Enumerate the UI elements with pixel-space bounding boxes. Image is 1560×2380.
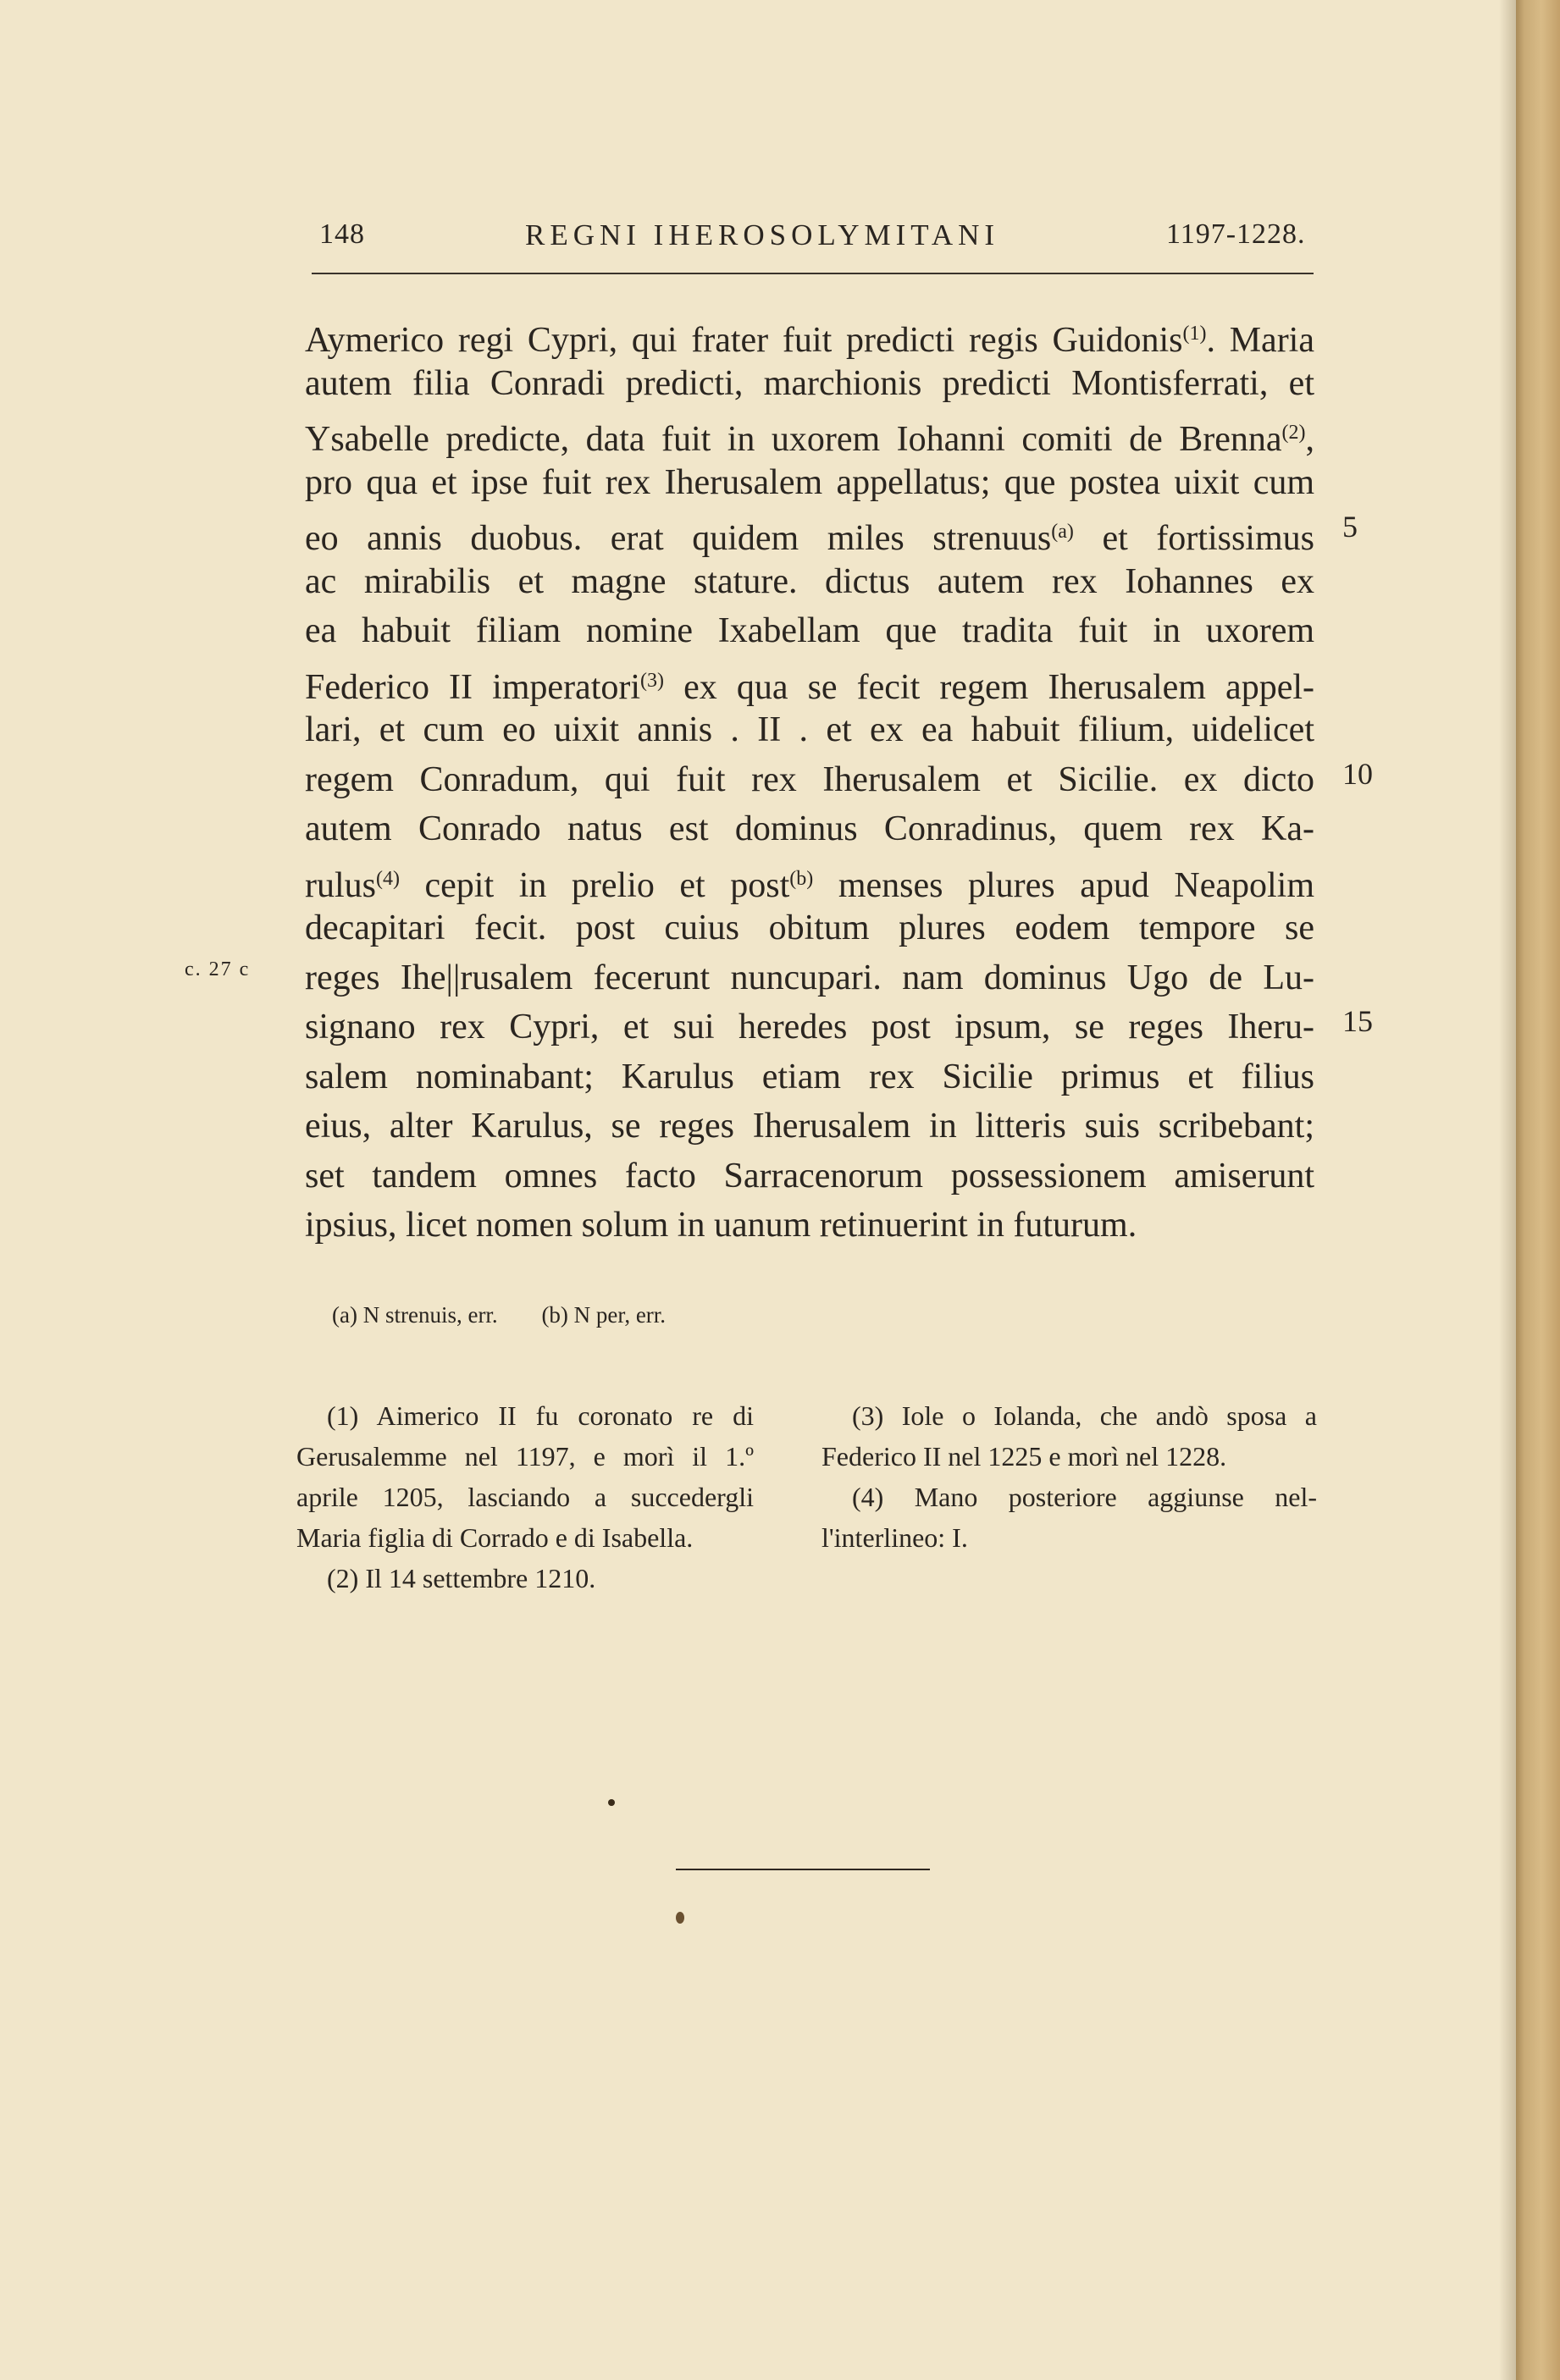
text-line (305, 408, 1314, 458)
footnote-2: (2) Il 14 settembre 1210. (327, 1563, 596, 1593)
date-range: 1197-1228. (1166, 218, 1306, 250)
line-text: eius, alter Karulus, se reges Iherusalem in litteris suis scribebant; (305, 1107, 1314, 1146)
apparatus-note-b: (b) N per, err. (541, 1302, 667, 1328)
paper-speck (676, 1912, 684, 1924)
text-line (305, 705, 1314, 755)
line-text: autem Conrado natus est dominus Conradinus, quem rex Ka- (305, 809, 1314, 848)
text-line (305, 359, 1314, 409)
text-line (305, 1052, 1314, 1102)
text-line (305, 1002, 1314, 1052)
margin-note: c. 27 c (185, 958, 251, 980)
end-rule (676, 1869, 930, 1870)
line-text: decapitari fecit. post cuius obitum plures eodem tempore se (305, 908, 1314, 947)
footnote-1: (1) Aimerico II fu coronato re di Gerusalemme nel 1197, e morì il 1.º aprile 1205, lasciando a succedergli Maria figlia di Corrado e di Isabella. (296, 1400, 754, 1553)
line-text: cepit in prelio et post (399, 865, 790, 905)
main-text (305, 309, 1314, 1251)
text-line (305, 606, 1314, 656)
footnote-4: (4) Mano posteriore aggiunse nel-l'interlineo: I. (821, 1482, 1317, 1553)
line-text: Ysabelle predicte, data fuit in uxorem Iohanni comiti de Brenna (305, 420, 1282, 459)
line-text: regem Conradum, qui fuit rex Iherusalem et Sicilie. ex dicto (305, 759, 1314, 799)
text-line (305, 1151, 1314, 1201)
line-text: ea habuit filiam nomine Ixabellam que tradita fuit in uxorem (305, 611, 1314, 650)
text-line (305, 656, 1314, 706)
line-text: ipsius, licet nomen solum in uanum retinuerint in futurum. (305, 1206, 1137, 1245)
footnote-mark: (b) (789, 867, 814, 890)
line-text: ex qua se fecit regem Iherusalem appel- (664, 667, 1314, 707)
footnote-mark: (a) (1051, 521, 1074, 543)
text-line (305, 1102, 1314, 1151)
line-text: menses plures apud Neapolim (813, 865, 1315, 905)
line-text: , (1305, 420, 1314, 459)
text-line (305, 1201, 1314, 1251)
page-number: 148 (319, 218, 365, 250)
text-line (305, 309, 1314, 359)
text-line (305, 804, 1314, 854)
footnote-mark: (4) (376, 867, 400, 890)
line-text: Aymerico regi Cypri, qui frater fuit predicti regis Guidonis (305, 321, 1183, 360)
line-text: ac mirabilis et magne stature. dictus autem rex Iohannes ex (305, 561, 1314, 601)
apparatus-note-a: (a) N strenuis, err. (332, 1302, 498, 1328)
line-text: set tandem omnes facto Sarracenorum possessionem amiserunt (305, 1156, 1314, 1196)
text-line (305, 953, 1314, 1003)
line-number: 5 (1342, 510, 1358, 544)
footnote-mark: (3) (640, 669, 665, 692)
header-rule (312, 273, 1314, 274)
text-line (305, 903, 1314, 953)
footnote-mark: (1) (1182, 323, 1207, 345)
line-text: eo annis duobus. erat quidem miles strenuus (305, 519, 1052, 558)
line-text: rulus (305, 865, 376, 905)
line-text: pro qua et ipse fuit rex Iherusalem appellatus; que postea uixit cum (305, 462, 1314, 502)
text-line (305, 458, 1314, 508)
footnote-mark: (2) (1281, 422, 1306, 444)
line-number: 10 (1342, 757, 1373, 791)
line-text: salem nominabant; Karulus etiam rex Sicilie primus et filius (305, 1057, 1314, 1096)
critical-apparatus (332, 1302, 704, 1328)
footnote-3: (3) Iole o Iolanda, che andò sposa a Federico II nel 1225 e morì nel 1228. (821, 1400, 1317, 1472)
spine-shadow (1499, 0, 1516, 2380)
footnotes-left-column (296, 1395, 754, 1599)
line-text: signano rex Cypri, et sui heredes post ipsum, se reges Iheru- (305, 1008, 1314, 1046)
text-line (305, 507, 1314, 557)
line-text: autem filia Conradi predicti, marchionis predicti Montisferrati, et (305, 363, 1314, 403)
running-title: REGNI IHEROSOLYMITANI (525, 218, 1000, 251)
text-line (305, 755, 1314, 805)
line-text: lari, et cum eo uixit annis . II . et ex ea habuit filium, uidelicet (305, 710, 1314, 749)
paper-speck (608, 1799, 615, 1806)
text-line (305, 557, 1314, 607)
line-text: et fortissimus (1073, 519, 1314, 558)
line-text: . Maria (1206, 321, 1314, 360)
text-line (305, 854, 1314, 904)
book-spine (1516, 0, 1560, 2380)
line-text: Federico II imperatori (305, 667, 641, 707)
line-text: reges Ihe||rusalem fecerunt nuncupari. nam dominus Ugo de Lu- (305, 958, 1314, 997)
line-number: 15 (1342, 1004, 1373, 1038)
footnotes-right-column (821, 1395, 1317, 1558)
